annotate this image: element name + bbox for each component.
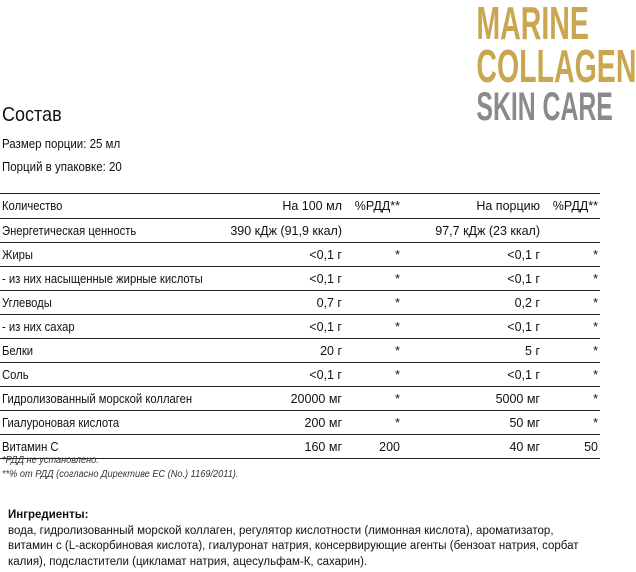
table-row bbox=[0, 411, 600, 435]
table-row bbox=[0, 363, 600, 387]
row-name: Белки bbox=[2, 344, 34, 358]
row-rdd1: * bbox=[395, 368, 400, 382]
table-header-row bbox=[0, 193, 600, 219]
row-serving: 97,7 кДж (23 ккал) bbox=[435, 224, 540, 238]
row-name: Жиры bbox=[2, 248, 34, 262]
row-per100: <0,1 г bbox=[309, 320, 342, 334]
header-name: Количество bbox=[2, 199, 63, 213]
row-serving: 40 мг bbox=[509, 440, 540, 454]
header-per100: На 100 мл bbox=[282, 199, 342, 213]
row-rdd1: * bbox=[395, 272, 400, 286]
row-per100: <0,1 г bbox=[309, 248, 342, 262]
row-serving: <0,1 г bbox=[507, 272, 540, 286]
row-serving: <0,1 г bbox=[507, 368, 540, 382]
row-rdd2: * bbox=[593, 248, 598, 262]
footnote-rdd-directive: **% от РДД (согласно Директиве ЕС (No.) 1169/2011). bbox=[2, 469, 239, 480]
row-rdd1: * bbox=[395, 320, 400, 334]
row-per100: 390 кДж (91,9 ккал) bbox=[230, 224, 342, 238]
row-rdd2: * bbox=[593, 344, 598, 358]
nutrition-table bbox=[0, 193, 600, 459]
row-per100: 20000 мг bbox=[290, 392, 342, 406]
table-row bbox=[0, 387, 600, 411]
row-serving: 0,2 г bbox=[514, 296, 540, 310]
row-rdd2: * bbox=[593, 272, 598, 286]
serving-size: Размер порции: 25 мл bbox=[2, 137, 121, 151]
row-rdd2: * bbox=[593, 368, 598, 382]
row-rdd1: * bbox=[395, 392, 400, 406]
row-serving: 5 г bbox=[525, 344, 540, 358]
row-per100: 0,7 г bbox=[316, 296, 342, 310]
row-name: Витамин С bbox=[2, 440, 59, 454]
row-per100: 20 г bbox=[320, 344, 342, 358]
row-name: Углеводы bbox=[2, 296, 52, 310]
table-row bbox=[0, 267, 600, 291]
row-rdd1: * bbox=[395, 416, 400, 430]
row-serving: <0,1 г bbox=[507, 320, 540, 334]
row-per100: 200 мг bbox=[304, 416, 342, 430]
table-row bbox=[0, 219, 600, 243]
table-row bbox=[0, 315, 600, 339]
row-rdd1: * bbox=[395, 248, 400, 262]
ingredients-text: вода, гидролизованный морской коллаген, регулятор кислотности (лимонная кислота), ароматизатор, витамин с (L-аскорбиновая кислота), гиалуронат натрия, консервирующие агенты (бензоат натрия, сорбат калия), подсластители (цикламат натрия, ацесульфам-К, сахарин). bbox=[8, 524, 579, 568]
row-per100: 160 мг bbox=[304, 440, 342, 454]
brand-line-marine: MARINE bbox=[476, 0, 589, 49]
row-per100: <0,1 г bbox=[309, 272, 342, 286]
servings-per-pack: Порций в упаковке: 20 bbox=[2, 160, 122, 174]
row-name: Энергетическая ценность bbox=[2, 224, 137, 238]
brand-logo bbox=[408, 0, 636, 129]
table-row bbox=[0, 243, 600, 267]
row-name: Соль bbox=[2, 368, 29, 382]
row-rdd2: * bbox=[593, 416, 598, 430]
ingredients-heading: Ингредиенты: bbox=[8, 509, 89, 521]
row-name: Гиалуроновая кислота bbox=[2, 416, 120, 430]
header-rdd2: %РДД** bbox=[552, 199, 598, 213]
row-serving: 5000 мг bbox=[495, 392, 540, 406]
row-rdd2: * bbox=[593, 296, 598, 310]
row-rdd1: * bbox=[395, 344, 400, 358]
table-row bbox=[0, 291, 600, 315]
row-rdd1: 200 bbox=[379, 440, 400, 454]
ingredients-block bbox=[8, 508, 598, 570]
row-rdd2: * bbox=[593, 392, 598, 406]
row-per100: <0,1 г bbox=[309, 368, 342, 382]
row-serving: <0,1 г bbox=[507, 248, 540, 262]
row-serving: 50 мг bbox=[509, 416, 540, 430]
header-serving: На порцию bbox=[476, 199, 540, 213]
brand-line-collagen: COLLAGEN bbox=[476, 40, 636, 92]
footnote-rdd-not-set: *РДД не установлено. bbox=[2, 455, 99, 466]
row-rdd2: * bbox=[593, 320, 598, 334]
row-rdd2: 50 bbox=[584, 440, 598, 454]
row-rdd1: * bbox=[395, 296, 400, 310]
section-title: Состав bbox=[2, 104, 62, 126]
brand-line-skin-care: SKIN CARE bbox=[476, 85, 613, 129]
row-name: - из них насыщенные жирные кислоты bbox=[2, 272, 203, 286]
header-rdd1: %РДД** bbox=[354, 199, 400, 213]
table-row bbox=[0, 339, 600, 363]
row-name: - из них сахар bbox=[2, 320, 75, 334]
row-name: Гидролизованный морской коллаген bbox=[2, 392, 193, 406]
